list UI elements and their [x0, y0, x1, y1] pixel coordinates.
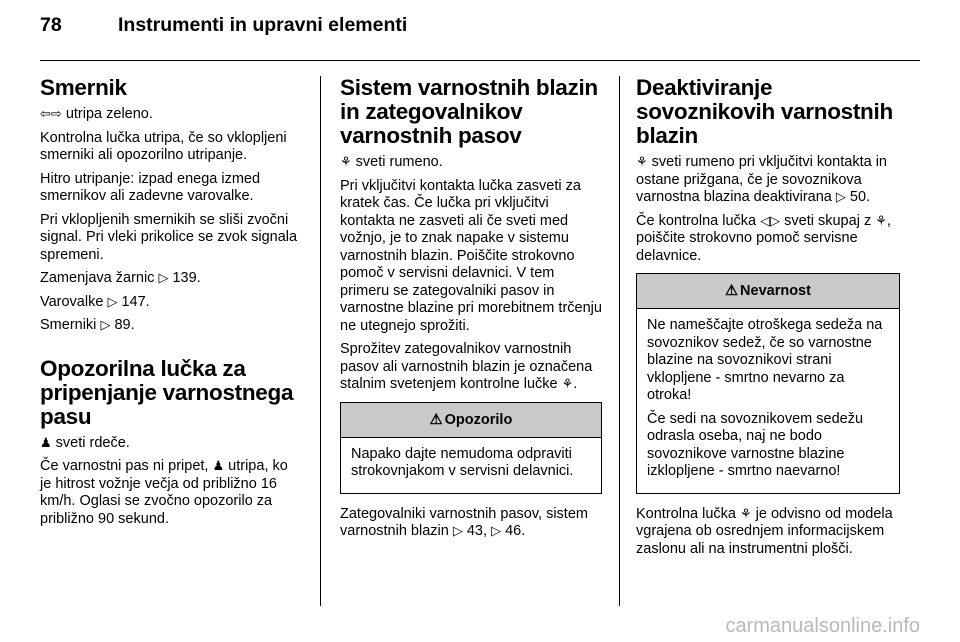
section-title-seatbelt: Opozorilna lučka za pripenjanje varnostnega pasu	[40, 355, 294, 429]
seatbelt-status: ♟ sveti rdeče.	[40, 434, 130, 451]
airbag-icon: ⚘	[561, 376, 574, 391]
danger-box-header: ⚠ Nevarnost	[637, 274, 899, 309]
warning-box-header: ⚠ Opozorilo	[341, 403, 601, 438]
section-title-airbag: Sistem varnostnih blazin in zategovalnikov varnostnih pasov	[340, 75, 598, 148]
paragraph: Pri vključitvi kontakta lučka zasveti za kratek čas. Če lučka pri vključitvi kontakta ne zasveti ali če sveti med vožnjo, je to znak napake v sistemu varnostnih blazin. Poiščite strokovno pomoč v servisni delavnici. V tem primeru se zategovalniki pasov in varnostne blazine pri morebitnem trčenju ne utegnejo sprožiti.	[340, 177, 602, 334]
seatbelt-icon: ♟	[40, 434, 52, 450]
triangle-arrow-icon: ▷	[491, 523, 502, 538]
triangle-arrow-icon: ▷	[107, 293, 118, 309]
paragraph: Sprožitev zategovalnikov varnostnih pasov ali varnostnih blazin je označena stalnim svetenjem kontrolne lučke ⚘.	[340, 341, 593, 392]
passenger-airbag-off-icon: ⚘	[739, 505, 752, 521]
triangle-arrow-icon: ▷	[452, 523, 463, 538]
danger-text: Ne nameščajte otroškega sedeža na sovoznikov sedež, če so varnostne blazine na sovoznikovi strani vklopljene - smrtno nevarno za otroka!	[647, 317, 883, 403]
section-title-turn-signal: Smernik	[40, 75, 127, 100]
paragraph: Hitro utripanje: izpad enega izmed smernikov ali zadevne varovalke.	[40, 170, 261, 204]
passenger-airbag-off-icon: ⚘	[636, 154, 648, 169]
triangle-arrow-icon: ▷	[835, 189, 846, 204]
paragraph: Pri vklopljenih smernikih se sliši zvočni signal. Pri vleki prikolice se zvok signala spremeni.	[40, 211, 298, 263]
chapter-title: Instrumenti in upravni elementi	[118, 14, 408, 36]
column-2	[340, 76, 602, 547]
turn-signal-icon: ⇦⇨	[40, 106, 62, 121]
warning-text: Napako dajte nemudoma odpraviti strokovnjakom v servisni delavnici.	[351, 445, 574, 479]
warning-box	[340, 402, 602, 494]
page-reference: Smerniki ▷ 89.	[40, 317, 135, 333]
page-reference: Zategovalniki varnostnih pasov, sistem varnostnih blazin ▷ 43, ▷ 46.	[340, 505, 588, 539]
airbag-status: ⚘ sveti rumeno.	[340, 154, 443, 170]
page-header	[40, 14, 407, 37]
danger-text: Če sedi na sovoznikovem sedežu odrasla oseba, naj ne bodo sovoznikove varnostne blazine izklopljene - smrtno naevarno!	[647, 410, 864, 479]
page-reference: Zamenjava žarnic ▷ 139.	[40, 270, 201, 286]
turn-signal-status: ⇦⇨ utripa zeleno.	[40, 106, 153, 122]
column-divider-1	[320, 76, 321, 606]
section-title-passenger-airbag: Deaktiviranje sovoznikovih varnostnih blazin	[636, 75, 893, 148]
triangle-arrow-icon: ▷	[158, 270, 169, 285]
column-1	[40, 76, 302, 534]
header-divider	[40, 60, 920, 61]
airbag-icon: ⚘	[340, 154, 352, 169]
paragraph: Če kontrolna lučka ◁▷ sveti skupaj z ⚘, poiščite strokovno pomoč servisne delavnice.	[636, 212, 891, 264]
watermark: carmanualsonline.info	[725, 615, 920, 637]
airbag-indicator-icon: ◁▷	[760, 212, 781, 228]
paragraph: Če varnostni pas ni pripet, ♟ utripa, ko je hitrost vožnje večja od približno 16 km/h. Oglasi se zvočno opozorilo za približno 90 sekund.	[40, 458, 288, 527]
airbag-icon: ⚘	[875, 212, 887, 228]
paragraph: ⚘ sveti rumeno pri vključitvi kontakta in ostane prižgana, če je sovoznikova varnostna blazina deaktivirana ▷ 50.	[636, 154, 887, 205]
warning-icon: ⚠	[429, 411, 443, 428]
page-reference: Varovalke ▷ 147.	[40, 293, 150, 310]
page-number: 78	[40, 14, 62, 36]
paragraph: Kontrolna lučka utripa, če so vklopljeni smerniki ali opozorilno utripanje.	[40, 129, 287, 163]
column-3	[636, 76, 900, 564]
seatbelt-icon: ♟	[212, 458, 225, 473]
triangle-arrow-icon: ▷	[100, 317, 111, 332]
column-divider-2	[619, 76, 620, 606]
warning-icon: ⚠	[725, 283, 739, 299]
danger-box	[636, 273, 900, 494]
paragraph: Kontrolna lučka ⚘ je odvisno od modela vgrajena ob osrednjem informacijskem zaslonu ali na instrumentni plošči.	[636, 505, 893, 557]
